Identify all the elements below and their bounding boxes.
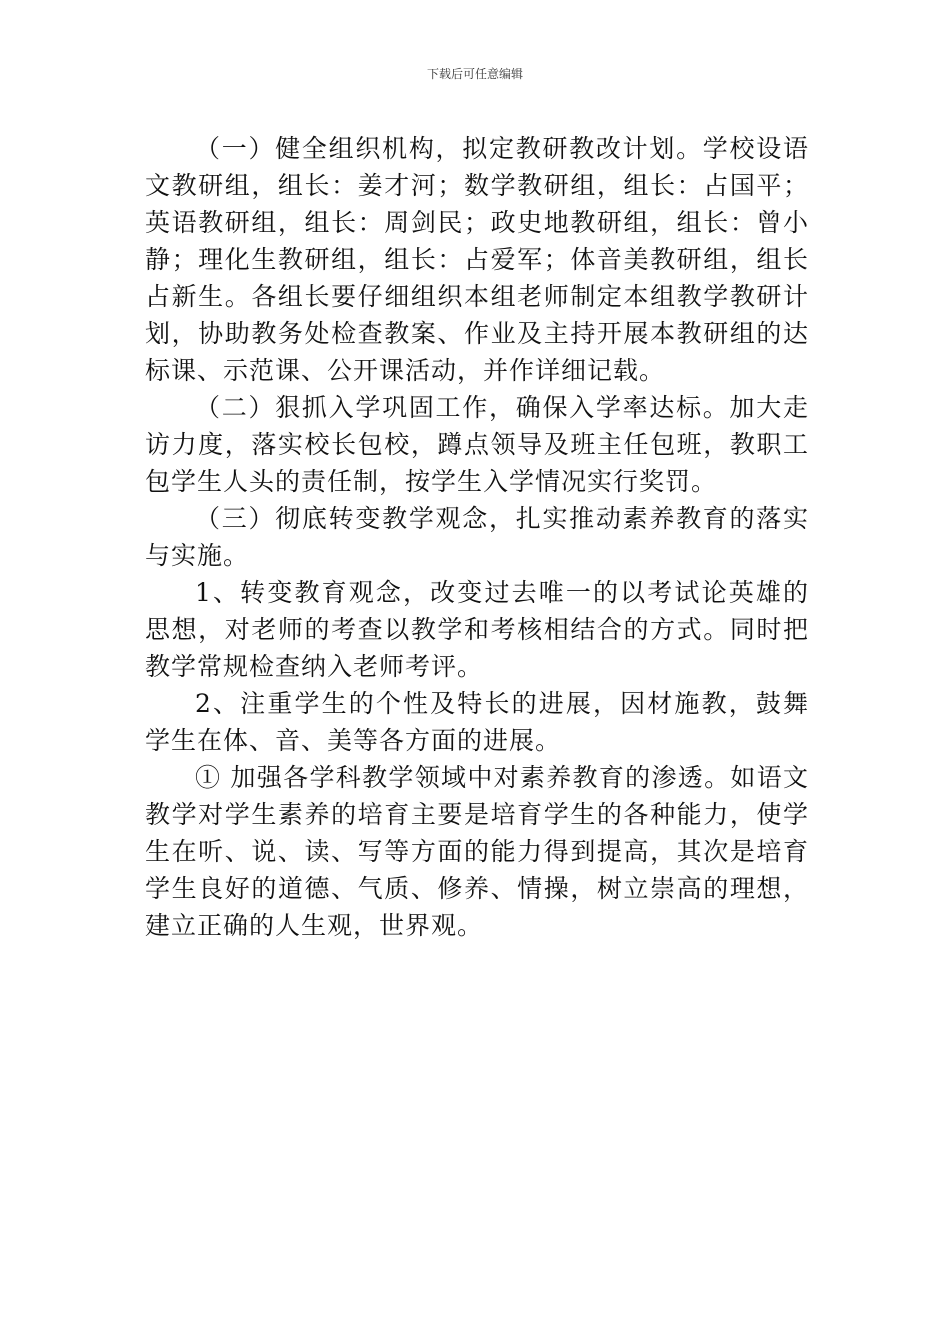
paragraph-1: （一）健全组织机构，拟定教研教改计划。学校设语文教研组，组长：姜才河；数学教研组，组长：占国平；英语教研组，组长：周剑民；政史地教研组，组长：曾小静；理化生教研组，组长：占爱军；体音美教研组，组长占新生。各组长要仔细组织本组老师制定本组教学教研计划，协助教务处检查教案、作业及主持开展本教研组的达标课、示范课、公开课活动，并作详细记载。 <box>145 134 809 385</box>
paragraph-3: （三）彻底转变教学观念，扎实推动素养教育的落实与实施。 <box>145 504 809 570</box>
paragraph-5: 2、注重学生的个性及特长的进展，因材施教，鼓舞学生在体、音、美等各方面的进展。 <box>145 689 809 755</box>
document-body <box>145 130 809 944</box>
page-header: 下载后可任意编辑 <box>426 67 523 81</box>
paragraph-4: 1、转变教育观念，改变过去唯一的以考试论英雄的思想，对老师的考查以教学和考核相结合的方式。同时把教学常规检查纳入老师考评。 <box>145 578 809 681</box>
paragraph-2: （二）狠抓入学巩固工作，确保入学率达标。加大走访力度，落实校长包校，蹲点领导及班主任包班，教职工包学生人头的责任制，按学生入学情况实行奖罚。 <box>145 393 809 496</box>
paragraph-6: ① 加强各学科教学领域中对素养教育的渗透。如语文教学对学生素养的培育主要是培育学生的各种能力，使学生在听、说、读、写等方面的能力得到提高，其次是培育学生良好的道德、气质、修养、情操，树立崇高的理想，建立正确的人生观，世界观。 <box>145 763 809 940</box>
